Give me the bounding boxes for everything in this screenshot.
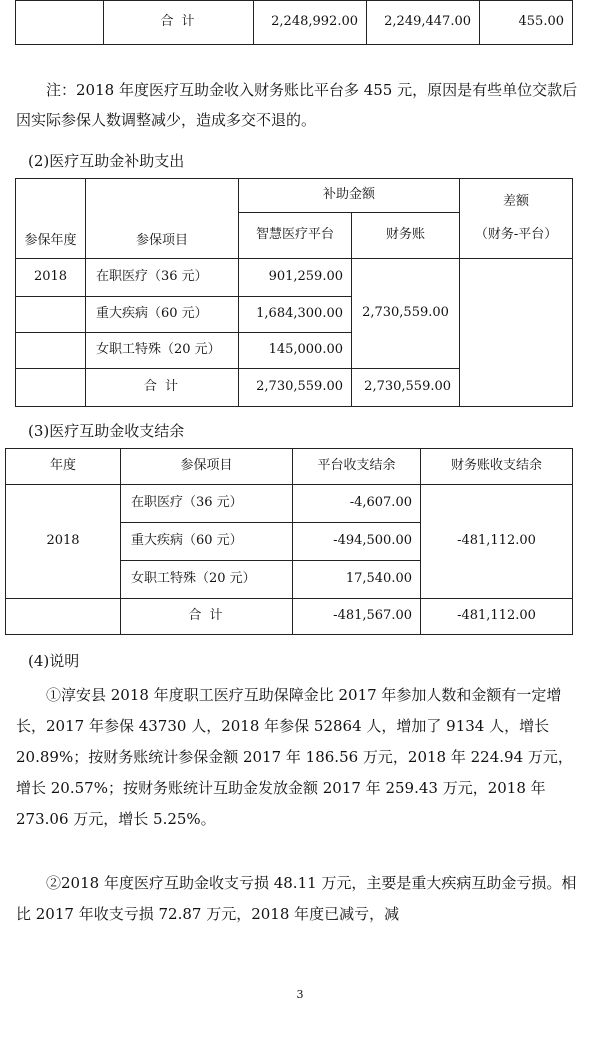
header-item: 参保项目 [121, 449, 293, 485]
explanation-paragraph-2: ②2018 年度医疗互助金收支亏损 48.11 万元，主要是重大疾病互助金亏损。相比 2017 年收支亏损 72.87 万元，2018 年度已减亏，减 [16, 874, 577, 923]
empty-cell [16, 1, 104, 45]
page-number: 3 [296, 988, 304, 1001]
balance-table [5, 448, 573, 635]
section-3-title: (3)医疗互助金收支结余 [28, 422, 185, 440]
subsidy-table [15, 178, 573, 407]
row-platform: -4,607.00 [293, 485, 421, 523]
total-label: 合 计 [86, 369, 239, 407]
row-item: 在职医疗（36 元） [121, 485, 293, 523]
income-table-total [15, 0, 573, 45]
row-platform: 1,684,300.00 [239, 297, 352, 333]
header-platform: 平台收支结余 [293, 449, 421, 485]
empty-cell [16, 369, 86, 407]
total-label: 合 计 [104, 1, 254, 45]
total-finance: 2,730,559.00 [352, 369, 460, 407]
header-diff [460, 179, 573, 259]
header-year: 参保年度 [16, 179, 86, 259]
header-year: 年度 [6, 449, 121, 485]
row-platform: 17,540.00 [293, 561, 421, 599]
header-platform: 智慧医疗平台 [239, 213, 352, 259]
header-item: 参保项目 [86, 179, 239, 259]
header-diff-title: 差额 [503, 194, 530, 210]
row-item: 女职工特殊（20 元） [86, 333, 239, 369]
header-amount: 补助金额 [239, 179, 460, 213]
row-item: 在职医疗（36 元） [86, 259, 239, 297]
empty-cell [16, 297, 86, 333]
header-diff-sub: （财务-平台） [474, 226, 558, 242]
total-platform: 2,248,992.00 [254, 1, 367, 45]
diff-empty [460, 259, 573, 407]
section-2-title: (2)医疗互助金补助支出 [28, 152, 185, 170]
explanation-paragraph-1: ①淳安县 2018 年度职工医疗互助保障金比 2017 年参加人数和金额有一定增长，2017 年参保 43730 人，2018 年参保 52864 人，增加了 9134 人，增长 20.89%；按财务账统计参保金额 2017 年 186.56 万元，2018 年 224.94 万元，增长 20.57%；按财务账统计互助金发放金额 2017 年 259.43 万元，2018 年 273.06 万元，增长 5.25%。 [16, 686, 573, 828]
year-cell: 2018 [6, 485, 121, 599]
finance-merged: -481,112.00 [421, 485, 573, 599]
total-label: 合 计 [121, 599, 293, 635]
row-platform: 901,259.00 [239, 259, 352, 297]
header-finance: 财务账 [352, 213, 460, 259]
total-finance: -481,112.00 [421, 599, 573, 635]
finance-merged: 2,730,559.00 [352, 259, 460, 369]
row-platform: 145,000.00 [239, 333, 352, 369]
row-item: 重大疾病（60 元） [86, 297, 239, 333]
note-paragraph: 注：2018 年度医疗互助金收入财务账比平台多 455 元，原因是有些单位交款后因实际参保人数调整减少，造成多交不退的。 [16, 81, 578, 129]
header-finance: 财务账收支结余 [421, 449, 573, 485]
total-platform: 2,730,559.00 [239, 369, 352, 407]
total-diff: 455.00 [480, 1, 573, 45]
section-4-title: (4)说明 [28, 652, 80, 670]
year-cell: 2018 [16, 259, 86, 297]
row-platform: -494,500.00 [293, 523, 421, 561]
empty-cell [16, 333, 86, 369]
row-item: 重大疾病（60 元） [121, 523, 293, 561]
empty-cell [6, 599, 121, 635]
total-finance: 2,249,447.00 [367, 1, 480, 45]
row-item: 女职工特殊（20 元） [121, 561, 293, 599]
total-platform: -481,567.00 [293, 599, 421, 635]
